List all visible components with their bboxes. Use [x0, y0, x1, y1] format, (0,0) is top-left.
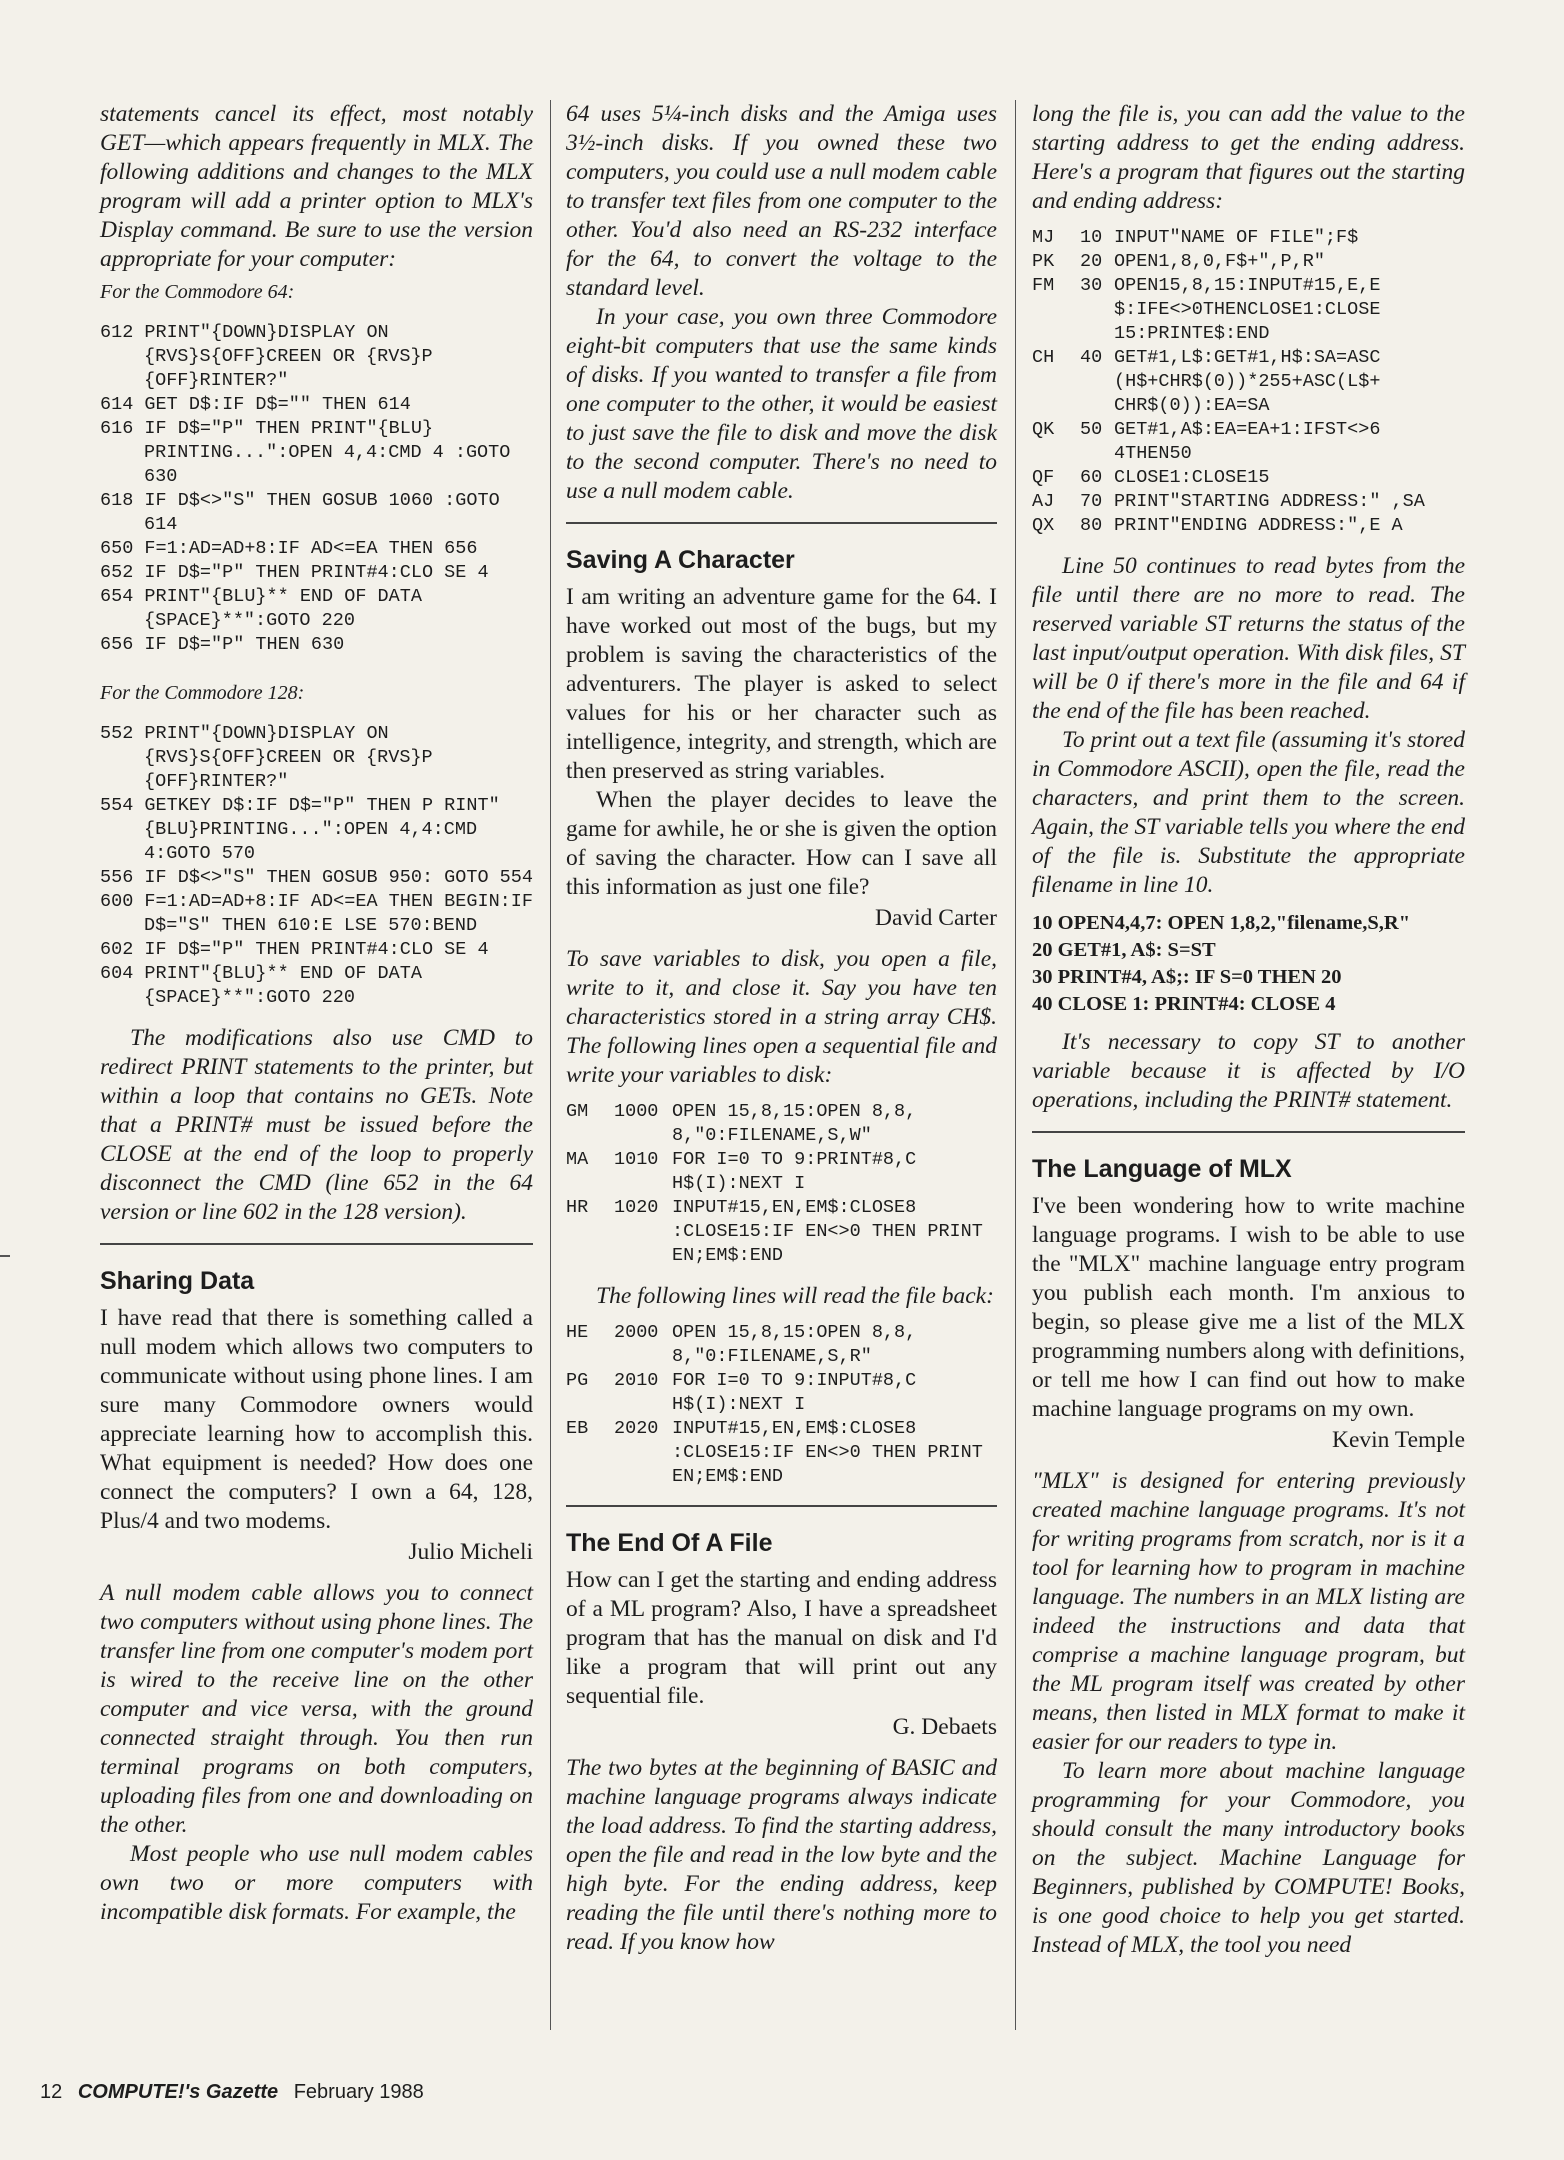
column-1 — [100, 100, 533, 1927]
code-text: OPEN 15,8,15:OPEN 8,8, 8,"0:FILENAME,S,R" — [672, 1322, 917, 1367]
code-line — [1032, 274, 1465, 346]
code-text: OPEN 15,8,15:OPEN 8,8, 8,"0:FILENAME,S,W" — [672, 1101, 917, 1146]
signature-sharing: Julio Micheli — [408, 1539, 533, 1565]
code-line — [100, 585, 533, 633]
checksum-label: MA — [566, 1149, 589, 1170]
line-number: 40 — [1080, 347, 1103, 368]
caption-c64: For the Commodore 64: — [100, 281, 295, 303]
answer-language-2: To learn more about machine language programming for your Commodore, you should consult the many introductory books on the subject. Machine Language for Beginners, published by COMPUTE! Books, is one good choice to help you get started. Instead of MLX, the tool you need — [1032, 1758, 1465, 1958]
caption-c128: For the Commodore 128: — [100, 682, 305, 704]
code-line — [100, 938, 533, 962]
answer-language-1: "MLX" is designed for entering previously created machine language programs. It's not for writing programs from scratch, nor is it a tool for learning how to program in machine language. The numbers in an MLX listing are indeed the instructions and data that comprise a machine language program, but the ML program itself was created by other means, then listed in MLX format to make it easier for our readers to type in. — [1032, 1468, 1465, 1755]
column-divider-2 — [1015, 100, 1016, 2030]
code-block-read — [566, 1321, 997, 1489]
code-line — [1032, 466, 1465, 490]
answer-sharing-3: 64 uses 5¼-inch disks and the Amiga uses 3½-inch disks. If you owned these two computers, you could use a null modem cable to transfer text files from one computer to the other. You'd also need an RS-232 interface for the 64, to convert the voltage to the standard level. — [566, 101, 997, 301]
code-line — [566, 1369, 997, 1417]
checksum-label: PK — [1032, 251, 1055, 272]
code-line — [1032, 418, 1465, 466]
signature-end-of-file: G. Debaets — [892, 1714, 997, 1740]
code-line — [100, 321, 533, 393]
section-rule — [566, 1505, 997, 1507]
code-line — [1032, 490, 1465, 514]
code-text: 554 GETKEY D$:IF D$="P" THEN P RINT"{BLU}PRINTING...":OPEN 4,4:CMD 4:GOTO 570 — [100, 795, 500, 864]
code-line — [1032, 514, 1465, 538]
line-number: 1000 — [614, 1101, 659, 1122]
code-text: 656 IF D$="P" THEN 630 — [100, 634, 345, 655]
code-text: FOR I=0 TO 9:INPUT#8,C H$(I):NEXT I — [672, 1370, 917, 1415]
code-text: 618 IF D$<>"S" THEN GOSUB 1060 :GOTO 614 — [100, 490, 500, 535]
code-line — [100, 890, 533, 938]
code-block-c128 — [100, 722, 533, 1010]
code-line — [1032, 346, 1465, 418]
answer-sharing-2: Most people who use null modem cables own two or more computers with incompatible disk formats. For example, the — [100, 1841, 533, 1925]
answer-sharing-1: A null modem cable allows you to connect two computers without using phone lines. The transfer line from one computer's modem port is wired to the receive line on the other computer and vice versa, with the ground connected straight through. You then run terminal programs on both computers, uploading files from one and downloading on the other. — [100, 1580, 533, 1838]
code-line — [100, 561, 533, 585]
code-text: 602 IF D$="P" THEN PRINT#4:CLO SE 4 — [100, 939, 489, 960]
page-number: 12 — [40, 2081, 63, 2103]
answer-end-of-file-2: long the file is, you can add the value to the starting address to get the ending address. Here's a program that figures out the starting and ending address: — [1032, 101, 1465, 214]
signature-language: Kevin Temple — [1331, 1427, 1465, 1453]
checksum-label: QK — [1032, 419, 1055, 440]
column-2 — [566, 100, 997, 1957]
code-line — [100, 866, 533, 890]
question-saving-2: When the player decides to leave the game for awhile, he or she is given the option of saving the character. How can I save all this information as just one file? — [566, 787, 997, 900]
code-text: 600 F=1:AD=AD+8:IF AD<=EA THEN BEGIN:IF D$="S" THEN 610:E LSE 570:BEND — [100, 891, 533, 936]
code-text: 552 PRINT"{DOWN}DISPLAY ON {RVS}S{OFF}CREEN OR {RVS}P {OFF}RINTER?" — [100, 723, 433, 792]
section-rule — [566, 522, 997, 524]
answer-end-of-file: The two bytes at the beginning of BASIC and machine language programs always indicate the load address. To find the starting address, open the file and read in the low byte and the high byte. For the ending address, keep reading the file until there's nothing more to read. If you know how — [566, 1755, 997, 1955]
code-line — [100, 962, 533, 1010]
code-block-write — [566, 1100, 997, 1268]
question-language: I've been wondering how to write machine language programs. I wish to be able to use the "MLX" machine language entry program you publish each month. I'm anxious to begin, so please give me a list of the MLX programming numbers along with definitions, or tell me how I can find out how to make machine language programs on my own. — [1032, 1193, 1465, 1422]
line-number: 10 — [1080, 227, 1103, 248]
code-line — [100, 794, 533, 866]
code-text: 654 PRINT"{BLU}** END OF DATA {SPACE}**":GOTO 220 — [100, 586, 422, 631]
code-line — [566, 1148, 997, 1196]
line-number: 2020 — [614, 1418, 659, 1439]
code-line — [100, 722, 533, 794]
heading-saving-character: Saving A Character — [566, 546, 795, 574]
code-text: INPUT#15,EN,EM$:CLOSE8 :CLOSE15:IF EN<>0 THEN PRINT EN;EM$:END — [672, 1197, 983, 1266]
checksum-label: QX — [1032, 515, 1055, 536]
line-number: 1020 — [614, 1197, 659, 1218]
code-text: 616 IF D$="P" THEN PRINT"{BLU} PRINTING...":OPEN 4,4:CMD 4 :GOTO 630 — [100, 418, 511, 487]
intro-paragraph: statements cancel its effect, most notably GET—which appears frequently in MLX. The following additions and changes to the MLX program will add a printer option to MLX's Display command. Be sure to use the version appropriate for your computer: — [100, 101, 533, 272]
bold-code-line: 40 CLOSE 1: PRINT#4: CLOSE 4 — [1032, 993, 1336, 1015]
line-number: 70 — [1080, 491, 1103, 512]
column-3 — [1032, 100, 1465, 1960]
code-text: GET#1,A$:EA=EA+1:IFST<>6 4THEN50 — [1114, 419, 1381, 464]
issue-date: February 1988 — [293, 2081, 424, 2103]
bold-code-line: 10 OPEN4,4,7: OPEN 1,8,2,"filename,S,R" — [1032, 912, 1411, 934]
code-line — [566, 1321, 997, 1369]
code-line — [1032, 250, 1465, 274]
code-line — [100, 633, 533, 657]
section-rule — [100, 1243, 533, 1245]
code-text: GET#1,L$:GET#1,H$:SA=ASC (H$+CHR$(0))*255+ASC(L$+ CHR$(0)):EA=SA — [1114, 347, 1381, 416]
column-divider-1 — [550, 100, 551, 2030]
question-saving-1: I am writing an adventure game for the 64. I have worked out most of the bugs, but my problem is saving the characteristics of the adventurers. The player is asked to select values for his or her character such as intelligence, integrity, and strength, which are then preserved as string variables. — [566, 584, 997, 784]
code-text: 604 PRINT"{BLU}** END OF DATA {SPACE}**":GOTO 220 — [100, 963, 422, 1008]
modifications-paragraph: The modifications also use CMD to redirect PRINT statements to the printer, but within a loop that contains no GETs. Note that a PRINT# must be issued before the CLOSE at the end of the loop to properly disconnect the CMD (line 652 in the 64 version or line 602 in the 128 version). — [100, 1025, 533, 1225]
section-rule — [1032, 1131, 1465, 1133]
line-number: 80 — [1080, 515, 1103, 536]
checksum-label: PG — [566, 1370, 589, 1391]
checksum-label: EB — [566, 1418, 589, 1439]
page-footer — [40, 2081, 424, 2104]
bold-code-line: 30 PRINT#4, A$;: IF S=0 THEN 20 — [1032, 966, 1342, 988]
bold-code-listing — [1032, 910, 1465, 1018]
code-line — [566, 1100, 997, 1148]
heading-end-of-file: The End Of A File — [566, 1529, 773, 1557]
code-text: 614 GET D$:IF D$="" THEN 614 — [100, 394, 411, 415]
code-text: 556 IF D$<>"S" THEN GOSUB 950: GOTO 554 — [100, 867, 533, 888]
question-sharing: I have read that there is something called a null modem which allows two computers to communicate without using phone lines. I am sure many Commodore owners would appreciate learning how to accomplish this. What equipment is needed? How does one connect the computers? I own a 64, 128, Plus/4 and two modems. — [100, 1305, 533, 1534]
code-text: 612 PRINT"{DOWN}DISPLAY ON {RVS}S{OFF}CREEN OR {RVS}P {OFF}RINTER?" — [100, 322, 433, 391]
code-text: PRINT"ENDING ADDRESS:",E A — [1114, 515, 1403, 536]
checksum-label: AJ — [1032, 491, 1055, 512]
checksum-label: FM — [1032, 275, 1055, 296]
line-number: 50 — [1080, 419, 1103, 440]
heading-sharing-data: Sharing Data — [100, 1267, 255, 1295]
code-line — [566, 1417, 997, 1489]
line-number: 20 — [1080, 251, 1103, 272]
code-line — [100, 393, 533, 417]
code-line — [100, 417, 533, 489]
question-end-of-file: How can I get the starting and ending address of a ML program? Also, I have a spreadsheet program that has the manual on disk and I'd like a program that will print out any sequential file. — [566, 1567, 997, 1709]
bold-code-line: 20 GET#1, A$: S=ST — [1032, 939, 1216, 961]
margin-mark — [0, 1255, 10, 1257]
code-block-c64 — [100, 321, 533, 657]
code-line — [100, 537, 533, 561]
checksum-label: GM — [566, 1101, 589, 1122]
code-text: FOR I=0 TO 9:PRINT#8,C H$(I):NEXT I — [672, 1149, 917, 1194]
code-text: OPEN1,8,0,F$+",P,R" — [1114, 251, 1325, 272]
checksum-label: HE — [566, 1322, 589, 1343]
answer-print-text: To print out a text file (assuming it's stored in Commodore ASCII), open the file, read the characters, and print them to the screen. Again, the ST variable tells you where the end of the file is. Substitute the appropriate filename in line 10. — [1032, 727, 1465, 898]
heading-language-mlx: The Language of MLX — [1032, 1155, 1292, 1183]
code-text: INPUT"NAME OF FILE";F$ — [1114, 227, 1359, 248]
code-text: 652 IF D$="P" THEN PRINT#4:CLO SE 4 — [100, 562, 489, 583]
checksum-label: CH — [1032, 347, 1055, 368]
code-text: 650 F=1:AD=AD+8:IF AD<=EA THEN 656 — [100, 538, 478, 559]
checksum-label: QF — [1032, 467, 1055, 488]
line-number: 30 — [1080, 275, 1103, 296]
line-number: 2010 — [614, 1370, 659, 1391]
line-number: 1010 — [614, 1149, 659, 1170]
code-text: INPUT#15,EN,EM$:CLOSE8 :CLOSE15:IF EN<>0 THEN PRINT EN;EM$:END — [672, 1418, 983, 1487]
code-block-address — [1032, 226, 1465, 538]
code-text: CLOSE1:CLOSE15 — [1114, 467, 1270, 488]
checksum-label: MJ — [1032, 227, 1055, 248]
signature-saving: David Carter — [874, 905, 997, 931]
code-text: OPEN15,8,15:INPUT#15,E,E $:IFE<>0THENCLOSE1:CLOSE 15:PRINTE$:END — [1114, 275, 1381, 344]
code-line — [1032, 226, 1465, 250]
answer-read-intro: The following lines will read the file back: — [596, 1283, 994, 1309]
answer-line50: Line 50 continues to read bytes from the file until there are no more to read. The reserved variable ST returns the status of the last input/output operation. With disk files, ST will be 0 if there's more in the file and 64 if the end of the file has been reached. — [1032, 553, 1465, 724]
answer-sharing-4: In your case, you own three Commodore eight-bit computers that use the same kinds of disks. If you wanted to transfer a file from one computer to the other, it would be easiest to just save the file to disk and move the disk to the second computer. There's no need to use a null modem cable. — [566, 304, 997, 504]
answer-copy-st: It's necessary to copy ST to another variable because it is affected by I/O operations, including the PRINT# statement. — [1032, 1029, 1465, 1113]
code-line — [100, 489, 533, 537]
line-number: 2000 — [614, 1322, 659, 1343]
code-line — [566, 1196, 997, 1268]
line-number: 60 — [1080, 467, 1103, 488]
answer-saving: To save variables to disk, you open a file, write to it, and close it. Say you have ten characteristics stored in a string array CH$. The following lines open a sequential file and write your variables to disk: — [566, 946, 997, 1088]
code-text: PRINT"STARTING ADDRESS:" ,SA — [1114, 491, 1425, 512]
checksum-label: HR — [566, 1197, 589, 1218]
magazine-name: COMPUTE!'s Gazette — [77, 2081, 279, 2103]
